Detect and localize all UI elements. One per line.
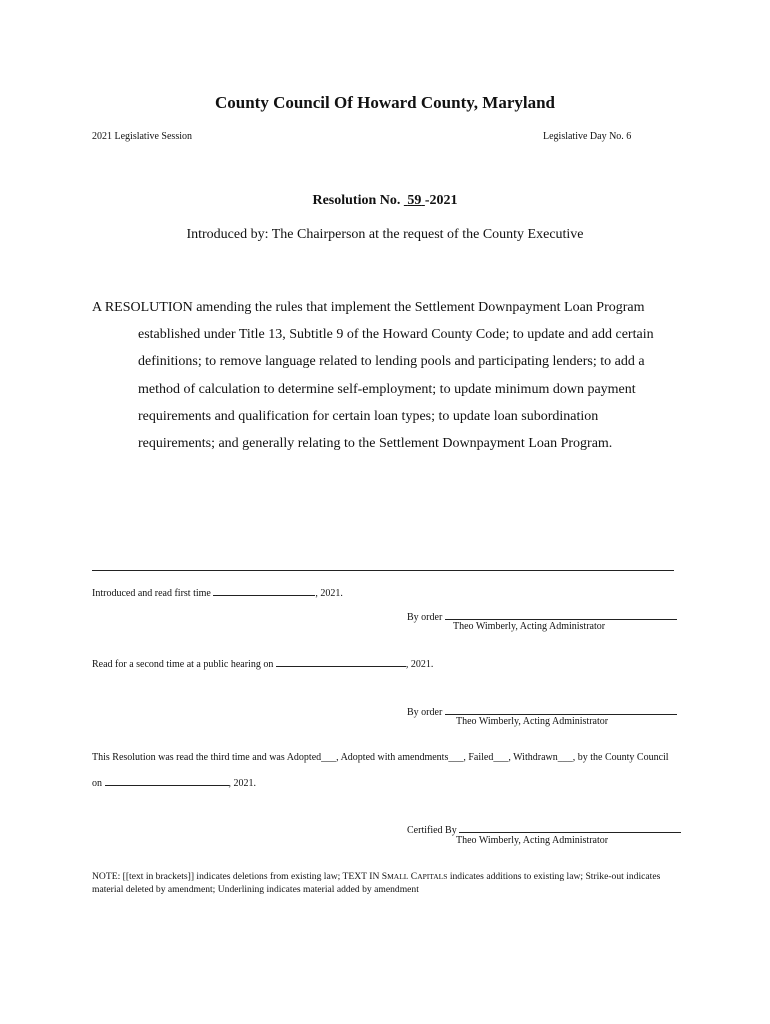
signature-blank-2[interactable]	[445, 704, 677, 715]
by-order-line-1: By order	[407, 609, 677, 623]
by-order-line-2: By order	[407, 704, 677, 718]
certified-by-line: Certified By	[407, 822, 681, 836]
resolution-line: requirements and qualification for certain loan types; to update loan subordination	[138, 408, 599, 424]
first-reading-date-blank[interactable]	[213, 585, 315, 596]
resolution-number	[0, 193, 770, 209]
administrator-name-1: Theo Wimberly, Acting Administrator	[453, 621, 606, 632]
administrator-name-3: Theo Wimberly, Acting Administrator	[456, 835, 609, 846]
first-reading-line: Introduced and read first time , 2021.	[92, 585, 343, 599]
legislative-session: 2021 Legislative Session	[92, 131, 192, 142]
administrator-name-2: Theo Wimberly, Acting Administrator	[456, 716, 609, 727]
resolution-line: requirements; and generally relating to the Settlement Downpayment Loan Program.	[138, 436, 613, 452]
resolution-text	[92, 294, 680, 457]
section-divider	[92, 570, 674, 571]
legend-note: NOTE: [[text in brackets]] indicates deletions from existing law; TEXT IN SMALL CAPITALS indicates additions to existing law; Strike-out indicates material deleted by amendment; Underlining indicates material added by amendment	[92, 871, 661, 895]
resolution-year: -2021	[424, 193, 458, 208]
second-reading-line: Read for a second time at a public hearing on , 2021.	[92, 656, 433, 670]
third-reading-line: This Resolution was read the third time and was Adopted___, Adopted with amendments___, Failed___, Withdrawn___, by the County Council	[92, 752, 669, 763]
resolution-number-value: 59	[407, 193, 422, 208]
council-date-line: on , 2021.	[92, 775, 256, 789]
council-date-blank[interactable]	[105, 775, 229, 786]
resolution-lead: A RESOLUTION amending the rules that implement the Settlement Downpayment Loan Program	[92, 300, 645, 315]
resolution-line: method of calculation to determine self-employment; to update minimum down payment	[138, 381, 636, 397]
certification-signature-blank[interactable]	[459, 822, 681, 833]
introduced-by: Introduced by: The Chairperson at the request of the County Executive	[186, 227, 584, 242]
signature-blank-1[interactable]	[445, 609, 677, 620]
second-reading-date-blank[interactable]	[276, 656, 406, 667]
legislative-day: Legislative Day No. 6	[543, 131, 632, 142]
resolution-line: established under Title 13, Subtitle 9 of the Howard County Code; to update and add certain	[138, 327, 654, 343]
document-title: County Council Of Howard County, Maryland	[214, 93, 556, 112]
resolution-prefix: Resolution No.	[312, 193, 401, 208]
resolution-line: definitions; to remove language related to lending pools and participating lenders; to add a	[138, 354, 645, 370]
